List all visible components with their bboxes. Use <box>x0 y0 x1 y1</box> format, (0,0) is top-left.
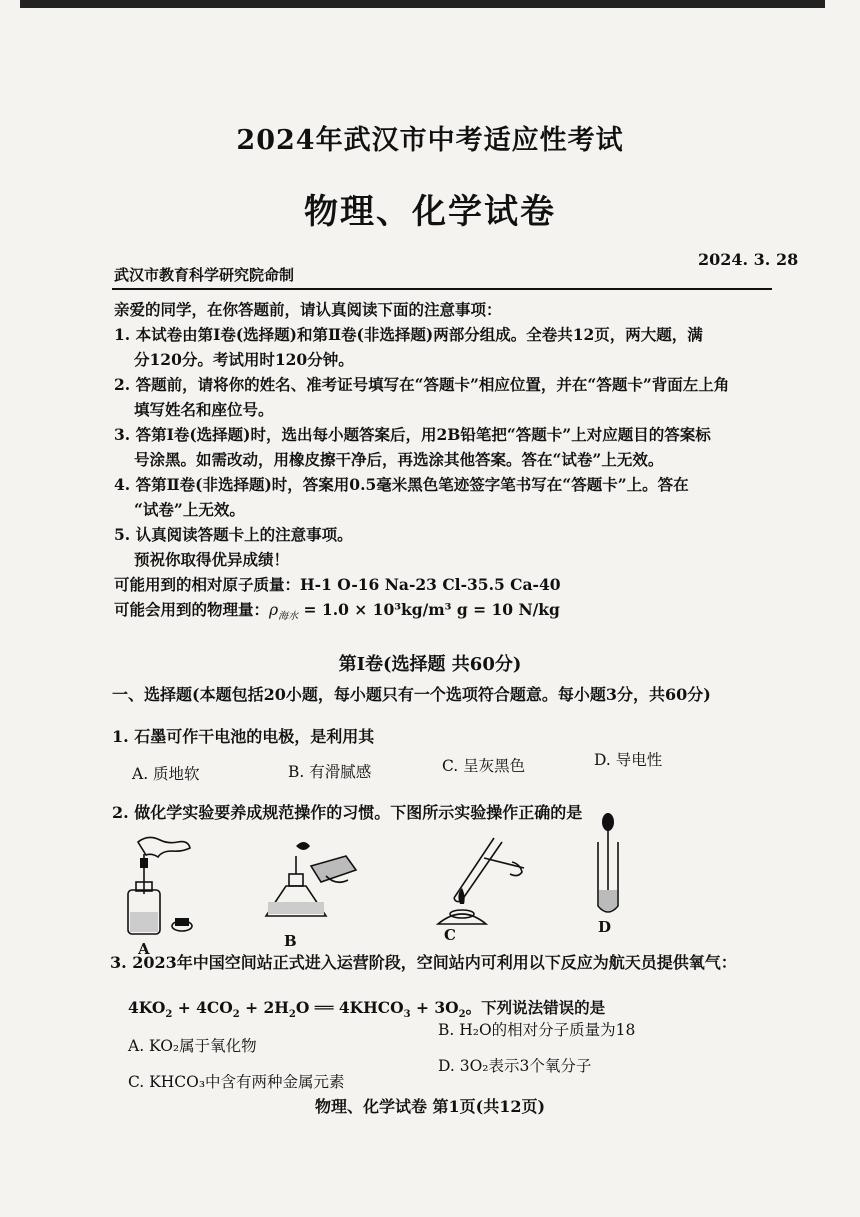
q1-option-b: B. 有滑腻感 <box>288 763 372 781</box>
issuer: 武汉市教育科学研究院命制 <box>114 266 295 284</box>
page-footer: 物理、化学试卷 第1页(共12页) <box>314 1097 546 1116</box>
physics-constants <box>114 598 560 622</box>
q3-option-d: D. 3O₂表示3个氧分子 <box>438 1057 592 1075</box>
notice-line: “试卷”上无效。 <box>134 500 245 519</box>
notice-line: 号涂黑。如需改动，用橡皮擦干净后，再选涂其他答案。答在“试卷”上无效。 <box>134 450 664 469</box>
figure-label-a: A <box>138 940 150 958</box>
notice-line: 预祝你取得优异成绩！ <box>134 550 290 569</box>
q1-option-d: D. 导电性 <box>594 751 663 769</box>
header-rule <box>112 288 772 290</box>
notice-line: 1. 本试卷由第Ⅰ卷(选择题)和第Ⅱ卷(非选择题)两部分组成。全卷共12页，两大题，满 <box>114 325 703 344</box>
exam-title: 2024年武汉市中考适应性考试 <box>236 125 624 156</box>
q3-option-c: C. KHCO₃中含有两种金属元素 <box>128 1073 345 1091</box>
section-title: 第Ⅰ卷(选择题 共60分) <box>338 654 522 675</box>
notice-line: 3. 答第Ⅰ卷(选择题)时，选出每小题答案后，用2B铅笔把“答题卡”上对应题目的答案标 <box>114 425 711 444</box>
atomic-masses: 可能用到的相对原子质量：H-1 O-16 Na-23 Cl-35.5 Ca-40 <box>114 575 561 594</box>
notice-line: 4. 答第Ⅱ卷(非选择题)时，答案用0.5毫米黑色笔迹签字笔书写在“答题卡”上。答在 <box>114 475 689 494</box>
rho-symbol: $\rho_{海水}$ <box>269 601 299 623</box>
lab-figure-a <box>118 832 208 942</box>
lab-figure-c <box>424 828 534 938</box>
q1-option-a: A. 质地软 <box>132 765 200 783</box>
q3-equation <box>128 996 605 1020</box>
question-2-stem: 2. 做化学实验要养成规范操作的习惯。下图所示实验操作正确的是 <box>112 803 583 822</box>
scan-edge <box>20 0 825 8</box>
figure-label-d: D <box>598 918 612 936</box>
q3-option-b: B. H₂O的相对分子质量为18 <box>438 1021 636 1039</box>
notice-line: 5. 认真阅读答题卡上的注意事项。 <box>114 525 353 544</box>
figure-label-b: B <box>284 932 297 950</box>
q3-equation-tail: 。下列说法错误的是 <box>465 998 606 1017</box>
chemical-equation: $4KO_2 + 4CO_2 + 2H_2O$ ══ $4KHCO_3 + 3O_2$ <box>128 998 466 1021</box>
notice-line: 2. 答题前，请将你的姓名、准考证号填写在“答题卡”相应位置，并在“答题卡”背面左上角 <box>114 375 730 394</box>
question-1-stem: 1. 石墨可作干电池的电极，是利用其 <box>112 727 375 746</box>
q1-option-c: C. 呈灰黑色 <box>442 757 526 775</box>
lab-figure-b <box>256 836 366 936</box>
lab-figure-d <box>588 812 628 918</box>
q3-option-a: A. KO₂属于氧化物 <box>128 1037 257 1055</box>
notice-line: 填写姓名和座位号。 <box>134 400 274 419</box>
notice-greeting: 亲爱的同学，在你答题前，请认真阅读下面的注意事项： <box>114 300 502 319</box>
figure-label-c: C <box>444 926 456 944</box>
physics-constants-label: 可能会用到的物理量： <box>114 600 270 619</box>
exam-date: 2024. 3. 28 <box>698 250 799 269</box>
notice-line: 分120分。考试用时120分钟。 <box>134 350 354 369</box>
section-instruction: 一、选择题(本题包括20小题，每小题只有一个选项符合题意。每小题3分，共60分) <box>112 685 711 704</box>
exam-subtitle: 物理、化学试卷 <box>304 192 556 232</box>
question-3-stem: 3. 2023年中国空间站正式进入运营阶段，空间站内可利用以下反应为航天员提供氧气： <box>110 953 737 972</box>
physics-constants-value: = 1.0 × 10³kg/m³ g = 10 N/kg <box>303 600 560 619</box>
